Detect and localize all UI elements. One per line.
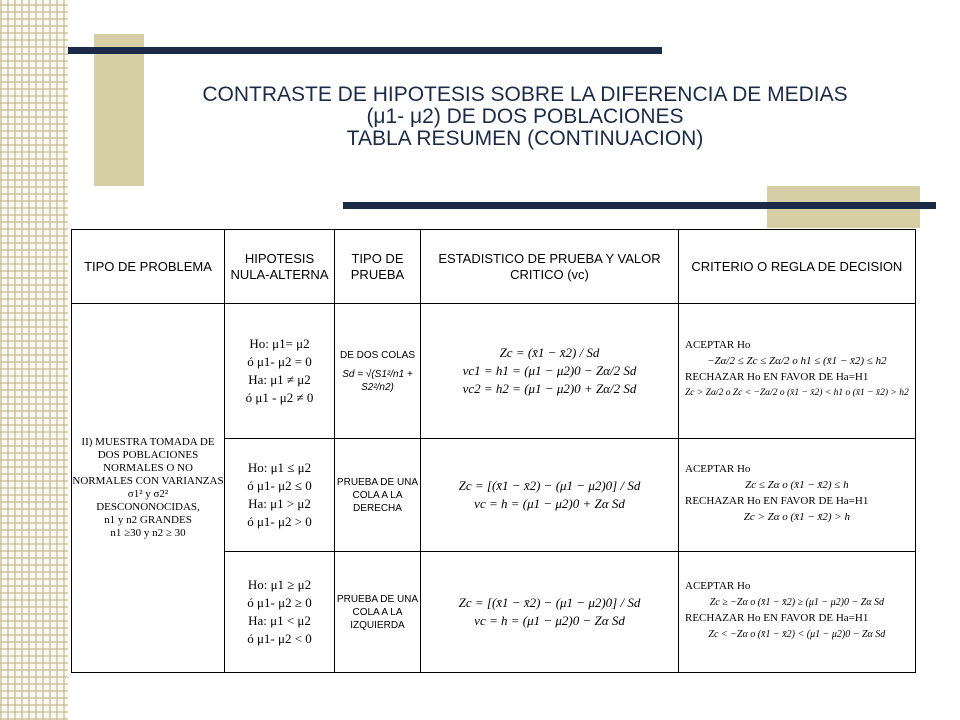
hypothesis-cell [225, 552, 335, 673]
criterion-cell [679, 304, 916, 439]
hyp-line: ó μ1- μ2 ≤ 0 [247, 478, 312, 493]
test-type-label: DE DOS COLAS [339, 349, 416, 361]
problem-large: n1 y n2 GRANDES [104, 514, 192, 526]
decor-block-top [94, 34, 144, 186]
reject-label: RECHAZAR Ho EN FAVOR DE Ha=H1 [685, 612, 869, 624]
header-criterio: CRITERIO O REGLA DE DECISION [679, 230, 916, 304]
stat-formula: Zc = [(x̄1 − x̄2) − (μ1 − μ2)0] / Sd [458, 478, 641, 493]
problem-unknown: DESCONONOCIDAS, [96, 501, 200, 513]
accept-label: ACEPTAR Ho [685, 580, 751, 592]
reject-formula: Zc > Zα/2 o Zc < −Zα/2 o (x̄1 − x̄2) < h1 o (x̄1 − x̄2) > h2 [685, 388, 909, 398]
accept-formula: −Zα/2 ≤ Zc ≤ Zα/2 o h1 ≤ (x̄1 − x̄2) ≤ h2 [707, 355, 887, 367]
hypothesis-cell [225, 304, 335, 439]
test-type-label: PRUEBA DE UNA COLA A LA DERECHA [336, 476, 419, 514]
hyp-line: Ha: μ1 < μ2 [248, 613, 311, 628]
problem-variances: σ1² y σ2² [127, 488, 169, 500]
accept-formula: Zc ≥ −Zα o (x̄1 − x̄2) ≥ (μ1 − μ2)0 − Zα Sd [709, 597, 885, 608]
stat-formula: vc2 = h2 = (μ1 − μ2)0 + Zα/2 Sd [462, 381, 637, 396]
statistic-cell [421, 439, 679, 552]
header-tipo-prueba: TIPO DE PRUEBA [335, 230, 421, 304]
statistic-cell [421, 304, 679, 439]
title-line-1: CONTRASTE DE HIPOTESIS SOBRE LA DIFERENCIA DE MEDIAS [202, 83, 848, 106]
reject-formula: Zc > Zα o (x̄1 − x̄2) > h [743, 511, 850, 523]
hyp-line: ó μ1- μ2 > 0 [247, 514, 312, 529]
page-title [150, 84, 900, 150]
reject-label: RECHAZAR Ho EN FAVOR DE Ha=H1 [685, 495, 869, 507]
criterion-cell [679, 552, 916, 673]
problem-text: II) MUESTRA TOMADA DE DOS POBLACIONES NORMALES O NO NORMALES CON VARIANZAS [72, 436, 224, 487]
test-type-cell [335, 439, 421, 552]
stat-formula: vc = h = (μ1 − μ2)0 − Zα Sd [474, 613, 625, 628]
hyp-line: ó μ1 - μ2 ≠ 0 [245, 390, 314, 405]
accept-label: ACEPTAR Ho [685, 339, 751, 351]
test-type-cell [335, 552, 421, 673]
hyp-line: Ho: μ1 ≥ μ2 [247, 577, 312, 592]
header-estadistico: ESTADISTICO DE PRUEBA Y VALOR CRITICO (vc) [421, 230, 679, 304]
sd-formula: Sd = √(S1²/n1 + S2²/n2) [342, 368, 413, 393]
problem-type-cell [72, 304, 225, 673]
criterion-cell [679, 439, 916, 552]
header-tipo-problema: TIPO DE PROBLEMA [72, 230, 225, 304]
hyp-line: ó μ1- μ2 ≥ 0 [247, 595, 312, 610]
hyp-line: Ha: μ1 > μ2 [248, 496, 311, 511]
hyp-line: ó μ1- μ2 = 0 [247, 354, 312, 369]
table-row [72, 304, 916, 439]
hyp-line: Ho: μ1= μ2 [249, 336, 310, 351]
stat-formula: Zc = [(x̄1 − x̄2) − (μ1 − μ2)0] / Sd [458, 595, 641, 610]
stat-formula: vc = h = (μ1 − μ2)0 + Zα Sd [474, 496, 625, 511]
hyp-line: Ho: μ1 ≤ μ2 [247, 460, 312, 475]
decor-bar-top [68, 47, 662, 54]
reject-label: RECHAZAR Ho EN FAVOR DE Ha=H1 [685, 371, 869, 383]
stat-formula: vc1 = h1 = (μ1 − μ2)0 − Zα/2 Sd [462, 363, 637, 378]
hyp-line: Ha: μ1 ≠ μ2 [248, 372, 311, 387]
test-type-cell [335, 304, 421, 439]
accept-formula: Zc ≤ Zα o (x̄1 − x̄2) ≤ h [745, 479, 849, 491]
header-hipotesis: HIPOTESIS NULA-ALTERNA [225, 230, 335, 304]
title-line-2: (μ1- μ2) DE DOS POBLACIONES [366, 105, 684, 128]
decorative-stripe [0, 0, 68, 720]
test-type-label: PRUEBA DE UNA COLA A LA IZQUIERDA [336, 593, 419, 631]
decor-bar-bottom [343, 202, 936, 209]
title-line-3: TABLA RESUMEN (CONTINUACION) [346, 127, 704, 150]
problem-size-condition: n1 ≥30 y n2 ≥ 30 [110, 527, 186, 539]
accept-label: ACEPTAR Ho [685, 463, 751, 475]
summary-table [71, 229, 916, 673]
table-header-row [72, 230, 916, 304]
statistic-cell [421, 552, 679, 673]
hyp-line: ó μ1- μ2 < 0 [247, 631, 312, 646]
reject-formula: Zc < −Zα o (x̄1 − x̄2) < (μ1 − μ2)0 − Zα Sd [708, 629, 886, 640]
hypothesis-cell [225, 439, 335, 552]
stat-formula: Zc = (x̄1 − x̄2) / Sd [499, 345, 600, 360]
